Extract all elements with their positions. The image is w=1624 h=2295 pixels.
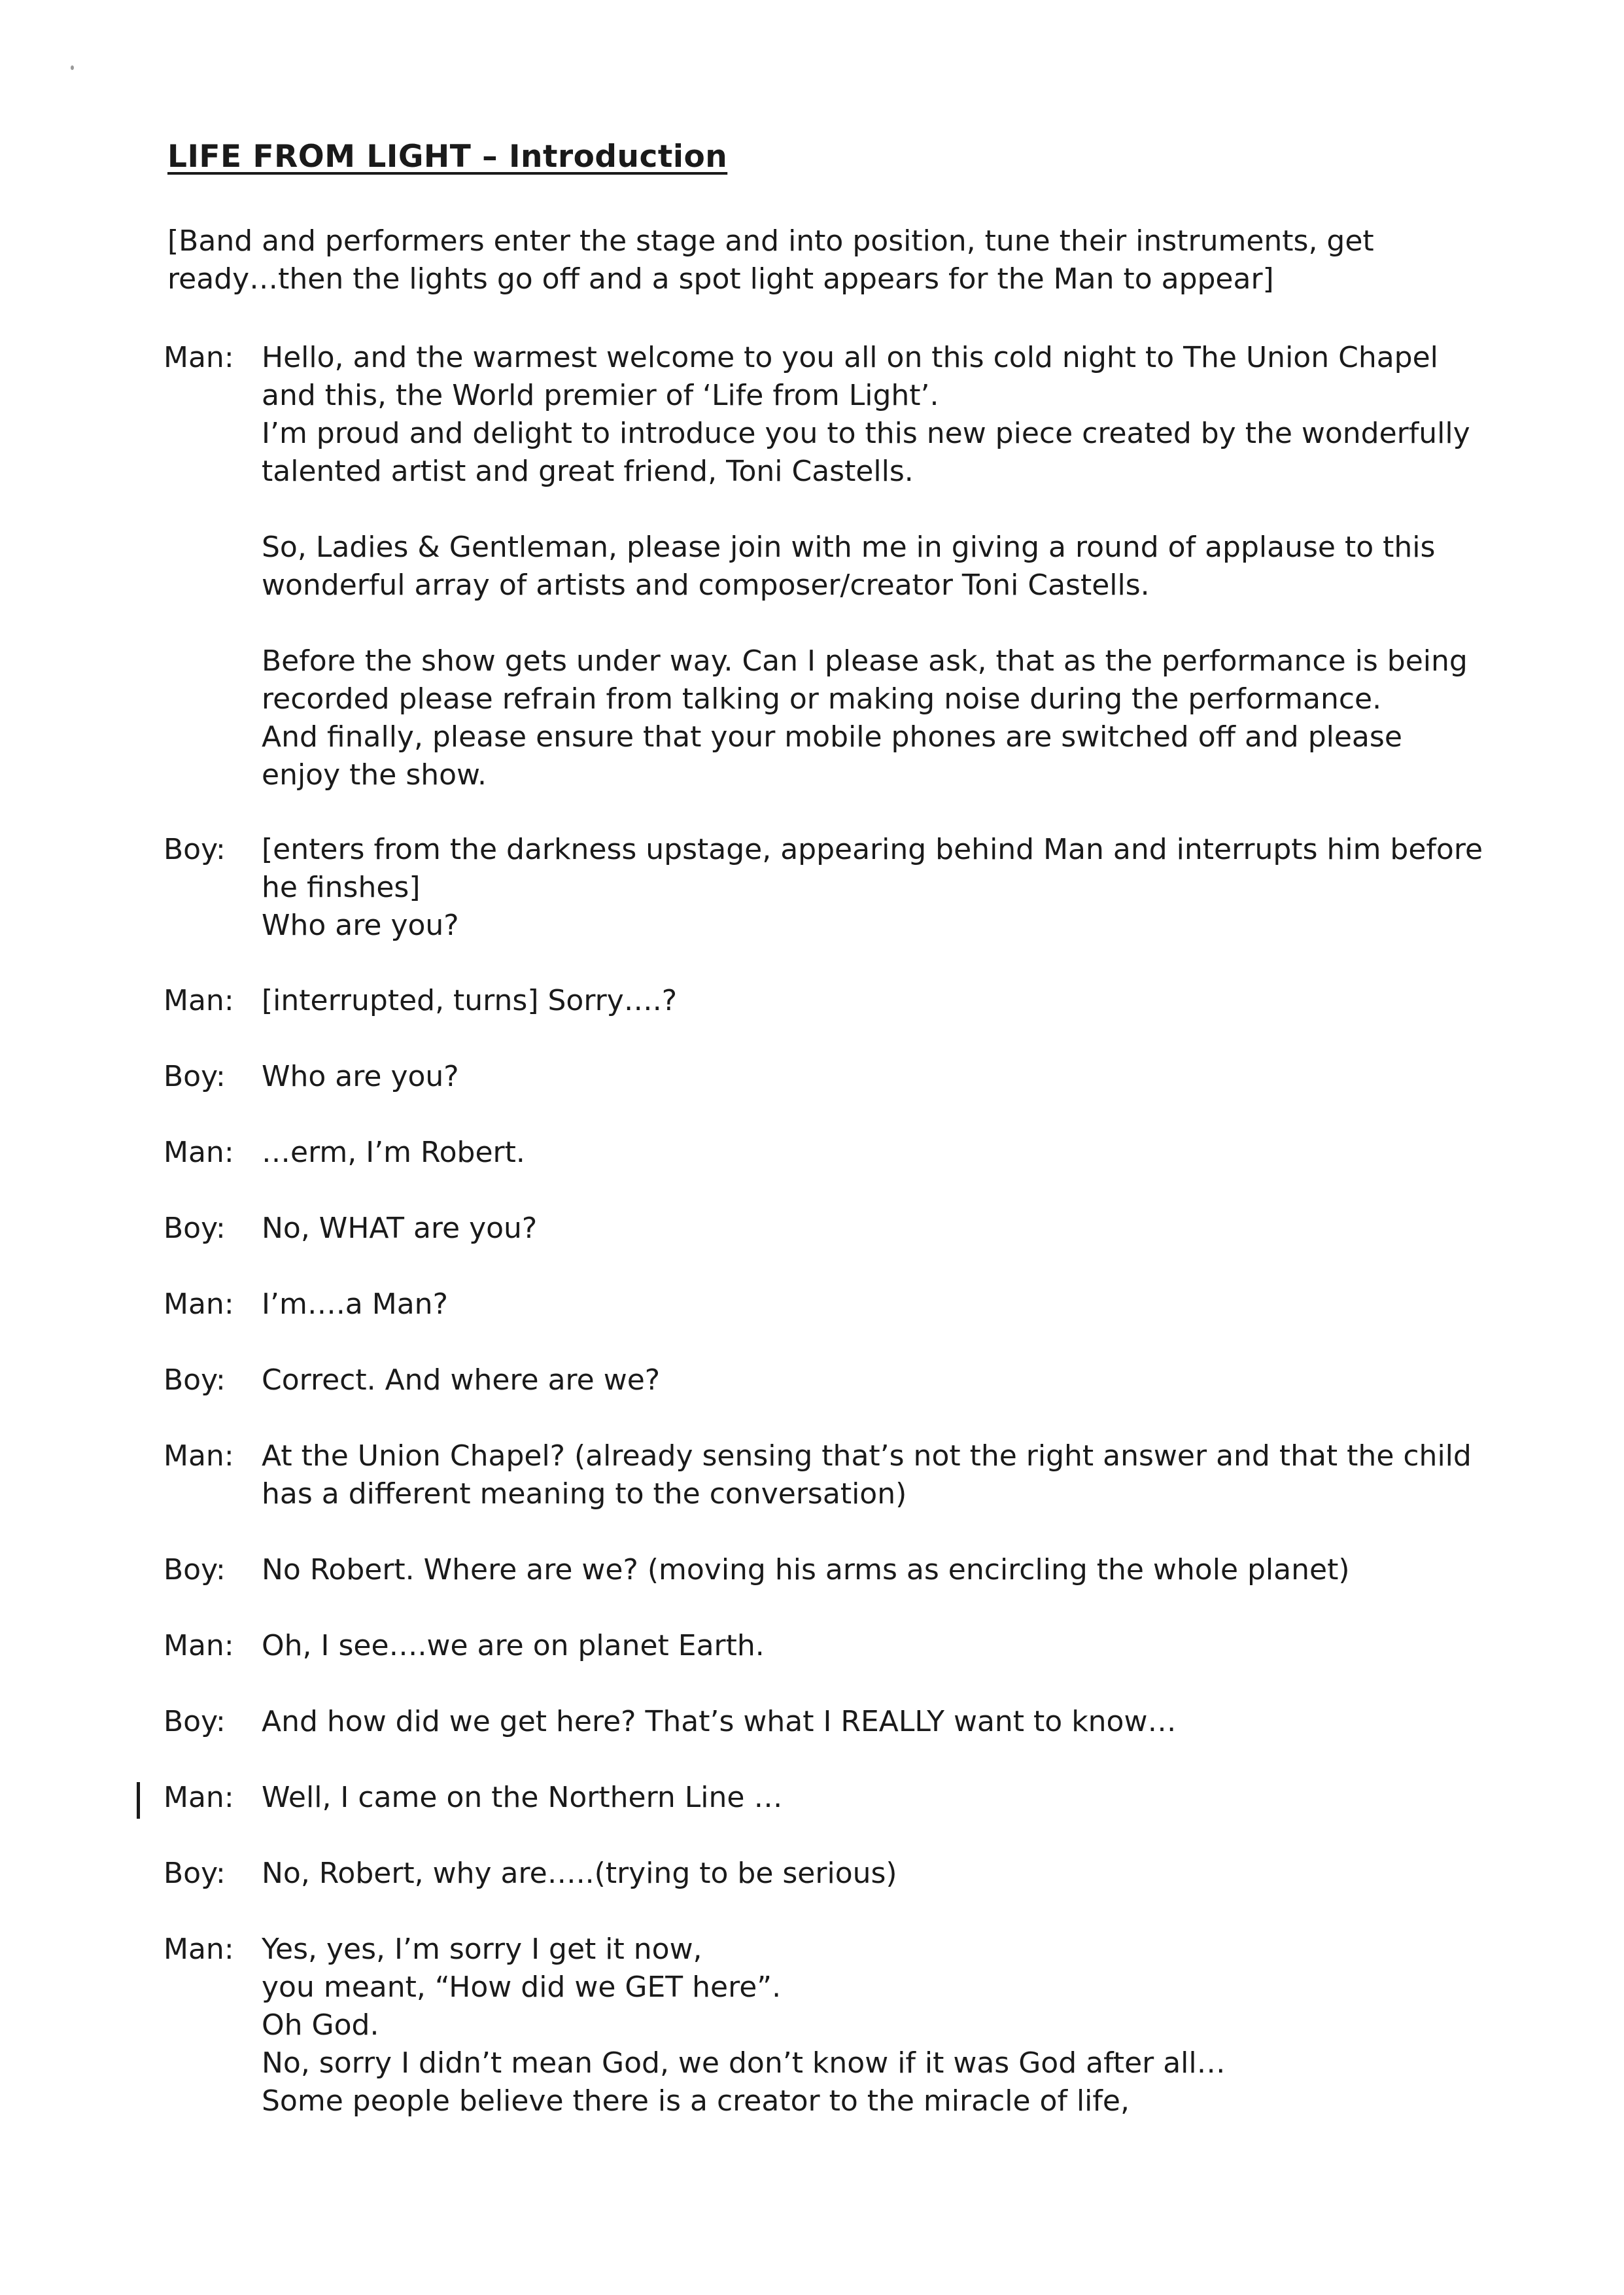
opening-stage-direction: [Band and performers enter the stage and into position, tune their instruments, get ready…then the lights go off and a spot light appears for the Man to appear]	[167, 224, 1374, 296]
speech-paragraph: you meant, “How did we GET here”.	[262, 1971, 782, 2004]
speech-paragraph: Hello, and the warmest welcome to you all on this cold night to The Union Chapel and this, the World premier of ‘Life from Light’.	[262, 341, 1438, 412]
speech-paragraph: Yes, yes, I’m sorry I get it now,	[262, 1933, 702, 1966]
speech-text: …erm, I’m Robert.	[262, 1136, 525, 1169]
speaker-label: Man:	[164, 984, 234, 1017]
speaker-label: Boy:	[164, 1363, 226, 1397]
speech-text: At the Union Chapel? (already sensing that’s not the right answer and that the child has a different meaning to the conversation)	[262, 1439, 1472, 1511]
speech-text: No, Robert, why are…..(trying to be serious)	[262, 1857, 897, 1890]
speaker-label: Boy:	[164, 1857, 226, 1890]
speech-text: No Robert. Where are we? (moving his arms as encircling the whole planet)	[262, 1553, 1350, 1586]
speech-paragraph: Before the show gets under way. Can I please ask, that as the performance is being recorded please refrain from talking or making noise during the performance.	[262, 644, 1468, 716]
speech-paragraph: And finally, please ensure that your mobile phones are switched off and please enjoy the show.	[262, 720, 1402, 792]
speaker-label: Man:	[164, 341, 234, 374]
speaker-label: Boy:	[164, 1212, 226, 1245]
speech-text: Who are you?	[262, 1060, 459, 1093]
speaker-label: Man:	[164, 1781, 234, 1814]
revision-bar	[137, 1782, 140, 1819]
speech-paragraph: So, Ladies & Gentleman, please join with me in giving a round of applause to this wonderful array of artists and composer/creator Toni Castells.	[262, 531, 1436, 602]
page-title: LIFE FROM LIGHT – Introduction	[167, 139, 728, 175]
speech-text	[262, 1931, 1485, 2120]
speech-paragraph: I’m proud and delight to introduce you to this new piece created by the wonderfully talented artist and great friend, Toni Castells.	[262, 417, 1470, 488]
speech-text: I’m….a Man?	[262, 1288, 448, 1321]
speaker-label: Boy:	[164, 1705, 226, 1738]
speech-text: Oh, I see….we are on planet Earth.	[262, 1629, 765, 1662]
speech-paragraph: Some people believe there is a creator to the miracle of life,	[262, 2084, 1130, 2118]
speech-text: No, WHAT are you?	[262, 1212, 538, 1245]
speaker-label: Man:	[164, 1136, 234, 1169]
speaker-label: Boy:	[164, 833, 226, 866]
speech-text: And how did we get here? That’s what I REALLY want to know…	[262, 1705, 1177, 1738]
speaker-label: Man:	[164, 1439, 234, 1473]
scan-speck	[71, 65, 74, 70]
speech-text: Correct. And where are we?	[262, 1363, 661, 1397]
speech-text: Well, I came on the Northern Line …	[262, 1781, 783, 1814]
speech-text	[262, 831, 1485, 945]
speaker-label: Boy:	[164, 1553, 226, 1586]
speech-paragraph: Who are you?	[262, 909, 459, 942]
speech-paragraph: No, sorry I didn’t mean God, we don’t know if it was God after all…	[262, 2046, 1226, 2080]
speech-text	[262, 339, 1485, 794]
speaker-label: Man:	[164, 1288, 234, 1321]
speech-text: [interrupted, turns] Sorry….?	[262, 984, 678, 1017]
speech-paragraph: [enters from the darkness upstage, appearing behind Man and interrupts him before he finshes]	[262, 833, 1483, 904]
speech-paragraph: Oh God.	[262, 2008, 379, 2042]
speaker-label: Man:	[164, 1629, 234, 1662]
speaker-label: Man:	[164, 1933, 234, 1966]
speaker-label: Boy:	[164, 1060, 226, 1093]
